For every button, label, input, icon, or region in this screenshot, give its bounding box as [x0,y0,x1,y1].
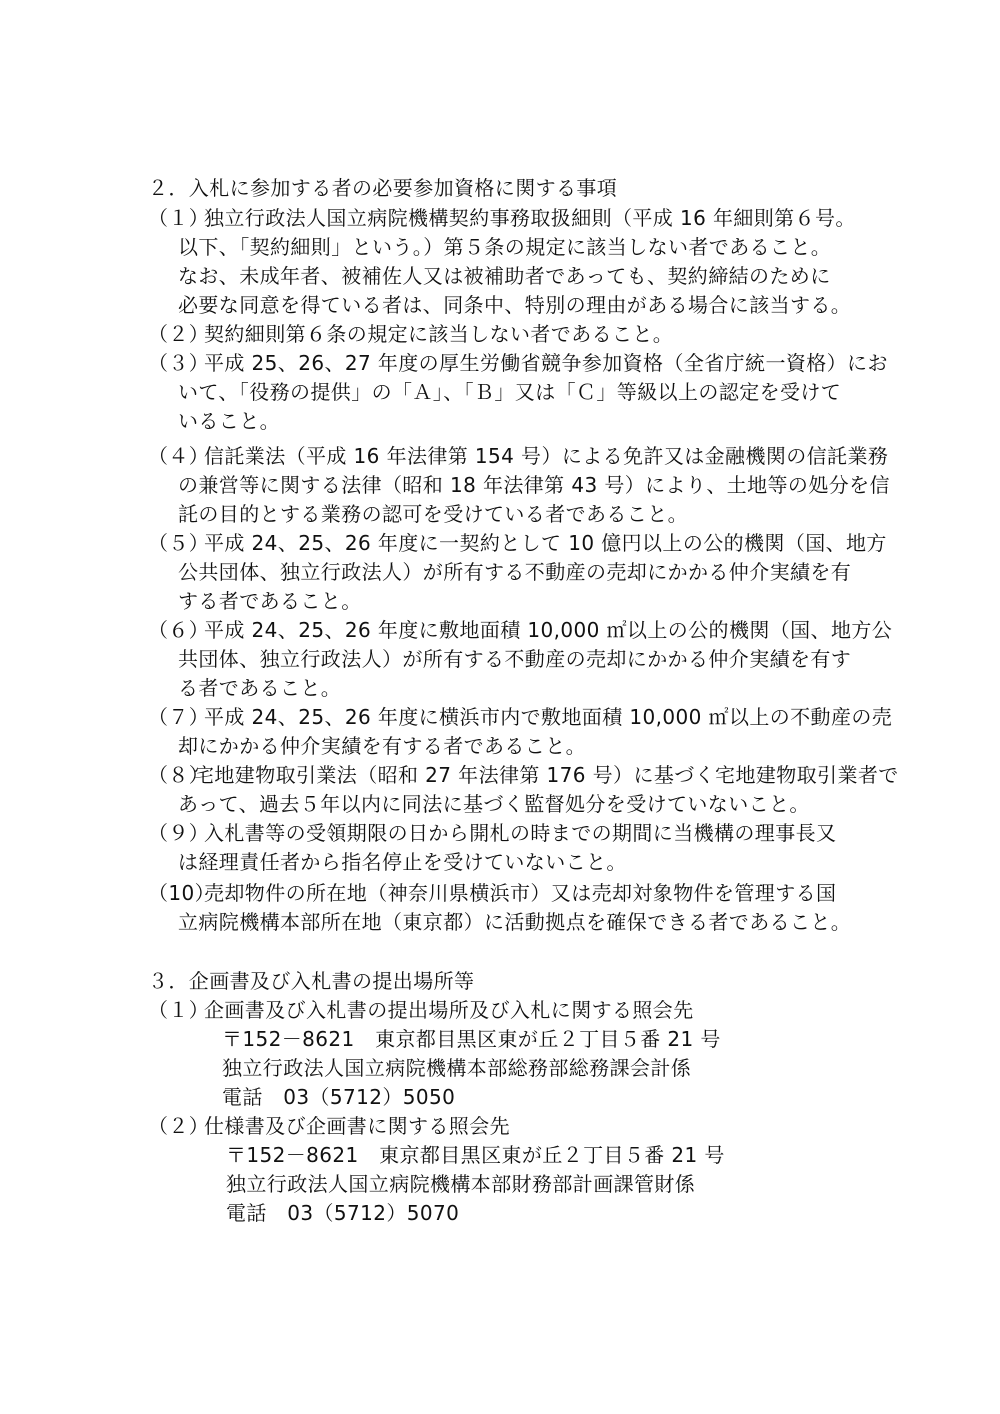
item-text: の兼営等に関する法律（昭和 18 年法律第 43 号）により、土地等の処分を信 [178,473,890,497]
item-label: （６） [148,618,210,642]
item-text: いて、「役務の提供」の「Ａ」、「Ｂ」又は「Ｃ」等級以上の認定を受けて [178,380,842,404]
contact-department: 独立行政法人国立病院機構本部財務部計画課管財係 [226,1172,696,1196]
item-text: 平成 25、26、27 年度の厚生労働省競争参加資格（全省庁統一資格）にお [204,351,888,375]
item-text: 独立行政法人国立病院機構契約事務取扱細則（平成 16 年細則第６号。 [204,206,856,230]
item-text: する者であること。 [178,589,362,613]
item-label: （８） [148,763,210,787]
item-text: 売却物件の所在地（神奈川県横浜市）又は売却対象物件を管理する国 [204,881,837,905]
item-text: 平成 24、25、26 年度に横浜市内で敷地面積 10,000 ㎡以上の不動産の売 [204,705,893,729]
item-text: 公共団体、独立行政法人）が所有する不動産の売却にかかる仲介実績を有 [178,560,852,584]
item-text: なお、未成年者、被補佐人又は被補助者であっても、契約締結のために [178,264,831,288]
item-text: 入札書等の受領期限の日から開札の時までの期間に当機構の理事長又 [204,821,837,845]
contact-address: 〒152－8621 東京都目黒区東が丘２丁目５番 21 号 [222,1027,721,1051]
item-label: （２） [148,322,210,346]
item-text: 以下、「契約細則」という。）第５条の規定に該当しない者であること。 [178,235,832,259]
item-label: （１） [148,206,210,230]
item-label: （２） [148,1114,210,1138]
contact-title: 仕様書及び企画書に関する照会先 [204,1114,510,1138]
item-text: 託の目的とする業務の認可を受けている者であること。 [178,502,688,526]
item-label: （10） [148,881,216,905]
item-text: は経理責任者から指名停止を受けていないこと。 [178,850,627,874]
item-text: 共団体、独立行政法人）が所有する不動産の売却にかかる仲介実績を有す [178,647,852,671]
section2-heading: ２．入札に参加する者の必要参加資格に関する事項 [148,176,618,200]
section3-heading: ３．企画書及び入札書の提出場所等 [148,969,475,993]
contact-department: 独立行政法人国立病院機構本部総務部総務課会計係 [222,1056,692,1080]
contact-phone: 電話 03（5712）5070 [226,1201,460,1225]
item-text: 必要な同意を得ている者は、同条中、特別の理由がある場合に該当する。 [178,293,852,317]
item-label: （３） [148,351,210,375]
item-text: 却にかかる仲介実績を有する者であること。 [178,734,586,758]
item-text: る者であること。 [178,676,342,700]
item-text: 信託業法（平成 16 年法律第 154 号）による免許又は金融機関の信託業務 [204,444,889,468]
item-text: 平成 24、25、26 年度に一契約として 10 億円以上の公的機関（国、地方 [204,531,887,555]
contact-phone: 電話 03（5712）5050 [222,1085,456,1109]
contact-title: 企画書及び入札書の提出場所及び入札に関する照会先 [204,998,694,1022]
item-label: （７） [148,705,210,729]
item-text: 契約細則第６条の規定に該当しない者であること。 [204,322,674,346]
item-label: （９） [148,821,210,845]
contact-address: 〒152－8621 東京都目黒区東が丘２丁目５番 21 号 [226,1143,725,1167]
item-label: （１） [148,998,210,1022]
item-text: いること。 [178,409,280,433]
item-label: （４） [148,444,210,468]
item-label: （５） [148,531,210,555]
item-text: 平成 24、25、26 年度に敷地面積 10,000 ㎡以上の公的機関（国、地方公 [204,618,893,642]
item-text: 宅地建物取引業法（昭和 27 年法律第 176 号）に基づく宅地建物取引業者で [194,763,899,787]
item-text: 立病院機構本部所在地（東京都）に活動拠点を確保できる者であること。 [178,910,852,934]
item-text: あって、過去５年以内に同法に基づく監督処分を受けていないこと。 [178,792,810,816]
